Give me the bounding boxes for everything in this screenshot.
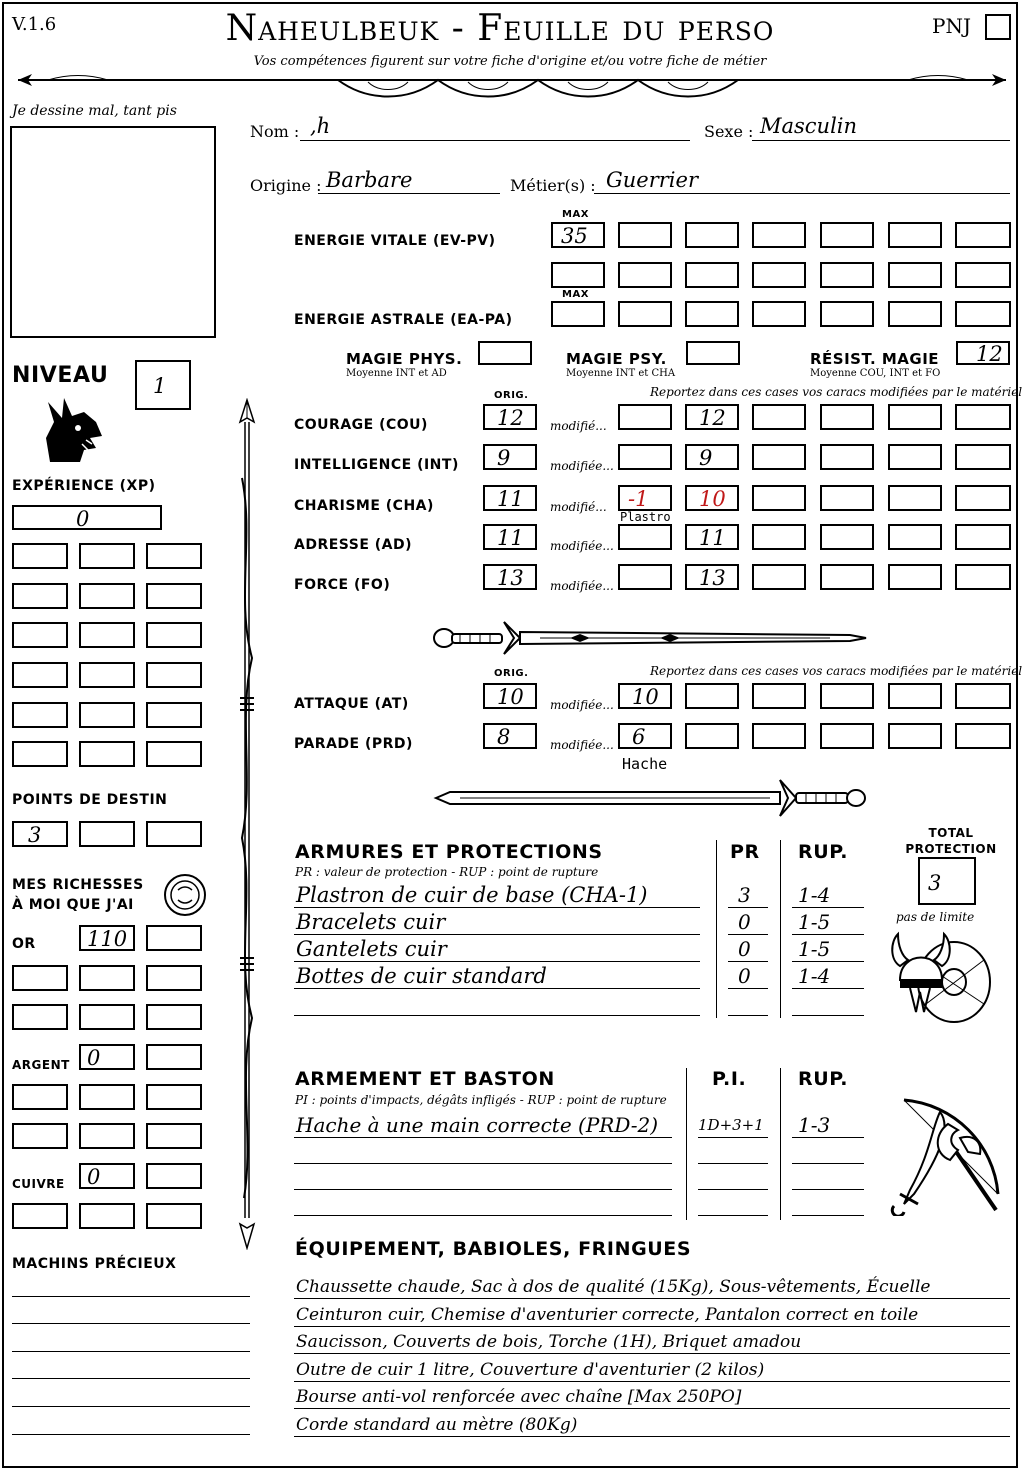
- stat-mod-value: -1: [628, 487, 649, 511]
- combat-orig-value: 10: [497, 685, 524, 709]
- stat-extra-box[interactable]: [752, 404, 806, 430]
- arme-rup-line[interactable]: [792, 1137, 864, 1138]
- combat-orig-box[interactable]: [483, 723, 537, 749]
- stat-extra-box[interactable]: [888, 524, 942, 550]
- version-label: V.1.6: [12, 14, 57, 35]
- equipement-item: Chaussette chaude, Sac à dos de qualité (15Kg), Sous-vêtements, Écuelle: [296, 1277, 931, 1297]
- or-value: 110: [87, 927, 128, 951]
- combat-note: Hache: [622, 755, 668, 773]
- destin-box[interactable]: [12, 821, 68, 847]
- armure-pr-line[interactable]: [728, 907, 768, 908]
- precieux-line[interactable]: [12, 1406, 250, 1407]
- precieux-line[interactable]: [12, 1378, 250, 1379]
- report-note-combat: Reportez dans ces cases vos caracs modifiées par le matériel: [650, 664, 1023, 678]
- xp-grid-box[interactable]: [146, 543, 202, 569]
- origine-field[interactable]: Barbare: [326, 168, 413, 192]
- arme-pi-line[interactable]: [698, 1163, 768, 1164]
- ev-box[interactable]: [752, 222, 806, 248]
- xp-value: 0: [76, 507, 90, 531]
- xp-grid-box[interactable]: [79, 622, 135, 648]
- cuivre-box[interactable]: [146, 1203, 202, 1229]
- stat-mod-box[interactable]: [618, 404, 672, 430]
- armure-rup-line[interactable]: [792, 961, 864, 962]
- armure-pr: 3: [738, 883, 751, 907]
- armure-name: Bracelets cuir: [296, 910, 446, 934]
- stat-mod-box[interactable]: [618, 444, 672, 470]
- stat-label-courage-cou: COURAGE (COU): [294, 417, 428, 433]
- dragon-head-icon: [40, 392, 106, 464]
- stat-label-intelligence-int: INTELLIGENCE (INT): [294, 457, 459, 473]
- ea-box[interactable]: [752, 301, 806, 327]
- magie-phys-note: Moyenne INT et AD: [346, 368, 447, 379]
- ev-box[interactable]: [820, 222, 874, 248]
- combat-extra-box[interactable]: [685, 723, 739, 749]
- combat-value-box[interactable]: [618, 683, 672, 709]
- armure-line[interactable]: [294, 961, 700, 962]
- or-box[interactable]: [79, 1004, 135, 1030]
- argent-box[interactable]: [12, 1084, 68, 1110]
- ea-box[interactable]: [820, 301, 874, 327]
- destin-label: POINTS DE DESTIN: [12, 792, 168, 808]
- combat-extra-box[interactable]: [955, 683, 1011, 709]
- precieux-label: MACHINS PRÉCIEUX: [12, 1256, 177, 1272]
- equipement-line[interactable]: [294, 1353, 1010, 1354]
- stat-mod-box[interactable]: [618, 524, 672, 550]
- equipement-item: Outre de cuir 1 litre, Couverture d'aventurier (2 kilos): [296, 1360, 765, 1380]
- armure-pr-line[interactable]: [728, 1015, 768, 1016]
- page-title: Naheulbeuk - Feuille du perso: [225, 8, 775, 49]
- xp-grid-box[interactable]: [146, 622, 202, 648]
- niveau-box[interactable]: [135, 360, 191, 410]
- magie-psy-box[interactable]: [686, 341, 740, 365]
- or-box[interactable]: [146, 1004, 202, 1030]
- xp-grid-box[interactable]: [146, 662, 202, 688]
- arme-line[interactable]: [294, 1215, 672, 1216]
- equipement-item: Ceinturon cuir, Chemise d'aventurier correcte, Pantalon correct en toile: [296, 1305, 919, 1325]
- ev-box[interactable]: [685, 222, 739, 248]
- ev-max-value: 35: [561, 224, 588, 248]
- nom-field[interactable]: ,h: [310, 114, 331, 138]
- ev-box[interactable]: [820, 262, 874, 288]
- combat-extra-box[interactable]: [752, 723, 806, 749]
- armement-title: ARMEMENT ET BASTON: [295, 1068, 555, 1090]
- ea-max-label: MAX: [562, 289, 589, 300]
- stat-extra-box[interactable]: [752, 524, 806, 550]
- argent-box[interactable]: [79, 1123, 135, 1149]
- stat-extra-box[interactable]: [955, 404, 1011, 430]
- magie-psy-note: Moyenne INT et CHA: [566, 368, 676, 379]
- xp-grid-box[interactable]: [146, 741, 202, 767]
- total-protection-value: 3: [928, 871, 942, 895]
- stat-orig-box[interactable]: [483, 404, 537, 430]
- equipement-line[interactable]: [294, 1326, 1010, 1327]
- stat-value-box[interactable]: [685, 485, 739, 511]
- combat-extra-box[interactable]: [685, 683, 739, 709]
- total-protection-box[interactable]: [918, 857, 976, 905]
- arme-rup: 1-3: [798, 1113, 831, 1137]
- ev-max-label: MAX: [562, 209, 589, 220]
- ev-label: ENERGIE VITALE (EV-PV): [294, 233, 496, 249]
- equipement-item: Bourse anti-vol renforcée avec chaîne [Max 250PO]: [296, 1387, 742, 1407]
- report-note: Reportez dans ces cases vos caracs modifiées par le matériel: [650, 385, 1023, 399]
- or-box[interactable]: [79, 965, 135, 991]
- equipement-item: Saucisson, Couverts de bois, Torche (1H), Briquet amadou: [296, 1332, 802, 1352]
- stat-value-box[interactable]: [685, 524, 739, 550]
- magie-phys-label: MAGIE PHYS.: [346, 350, 463, 368]
- combat-mod-label: modifiée...: [550, 698, 614, 712]
- armure-rup: 1-4: [798, 964, 831, 988]
- xp-grid-box[interactable]: [146, 583, 202, 609]
- stat-mod-box[interactable]: [618, 485, 672, 511]
- armure-pr-line[interactable]: [728, 961, 768, 962]
- ev-box[interactable]: [618, 262, 672, 288]
- cuivre-value: 0: [87, 1165, 101, 1189]
- or-box[interactable]: [12, 965, 68, 991]
- armure-rup: 1-5: [798, 937, 831, 961]
- combat-label: ATTAQUE (AT): [294, 696, 409, 712]
- armure-pr-line[interactable]: [728, 988, 768, 989]
- stat-value-box[interactable]: [685, 404, 739, 430]
- equipement-line[interactable]: [294, 1381, 1010, 1382]
- sexe-field[interactable]: Masculin: [760, 114, 858, 138]
- destin-box[interactable]: [79, 821, 135, 847]
- ea-box[interactable]: [685, 301, 739, 327]
- equipement-title: ÉQUIPEMENT, BABIOLES, FRINGUES: [295, 1238, 692, 1260]
- richesses-label: MES RICHESSES: [12, 877, 144, 893]
- stat-value-box[interactable]: [685, 444, 739, 470]
- armure-line[interactable]: [294, 934, 700, 935]
- xp-grid-box[interactable]: [12, 702, 68, 728]
- stat-orig-value: 13: [497, 566, 524, 590]
- combat-extra-box[interactable]: [888, 683, 942, 709]
- armure-rup-line[interactable]: [792, 907, 864, 908]
- combat-orig-value: 8: [497, 725, 511, 749]
- ea-max-box[interactable]: [551, 301, 605, 327]
- sword-icon: [430, 616, 870, 660]
- rup-header-armement: RUP.: [798, 1068, 849, 1090]
- armure-pr-line[interactable]: [728, 934, 768, 935]
- xp-grid-box[interactable]: [12, 622, 68, 648]
- armure-line[interactable]: [294, 907, 700, 908]
- stat-extra-box[interactable]: [955, 444, 1011, 470]
- xp-grid-box[interactable]: [12, 741, 68, 767]
- resist-magie-box[interactable]: [956, 341, 1010, 365]
- coin-icon: [162, 872, 208, 918]
- stat-orig-box[interactable]: [483, 524, 537, 550]
- stat-label-force-fo: FORCE (FO): [294, 577, 391, 593]
- ea-box[interactable]: [618, 301, 672, 327]
- armures-note: PR : valeur de protection - RUP : point de rupture: [295, 865, 599, 879]
- or-box[interactable]: [12, 1004, 68, 1030]
- arme-pi-line[interactable]: [698, 1137, 768, 1138]
- armures-title: ARMURES ET PROTECTIONS: [295, 841, 603, 863]
- argent-box[interactable]: [146, 1044, 202, 1070]
- stat-value-value: 11: [699, 526, 726, 550]
- cuivre-box[interactable]: [146, 1163, 202, 1189]
- stat-value-value: 10: [699, 487, 726, 511]
- stat-extra-box[interactable]: [820, 444, 874, 470]
- argent-value: 0: [87, 1046, 101, 1070]
- combat-orig-box[interactable]: [483, 683, 537, 709]
- stat-extra-box[interactable]: [752, 485, 806, 511]
- ev-box[interactable]: [888, 222, 942, 248]
- or-box[interactable]: [79, 925, 135, 951]
- xp-grid-box[interactable]: [12, 583, 68, 609]
- metier-field[interactable]: Guerrier: [606, 168, 698, 192]
- armure-pr: 0: [738, 910, 751, 934]
- stat-orig-box[interactable]: [483, 485, 537, 511]
- xp-grid-box[interactable]: [12, 662, 68, 688]
- armure-rup-line[interactable]: [792, 934, 864, 935]
- limit-note: pas de limite: [896, 910, 975, 924]
- argent-box[interactable]: [79, 1044, 135, 1070]
- viking-helmet-shield-icon: [886, 926, 998, 1026]
- stat-orig-value: 9: [497, 446, 511, 470]
- combat-extra-box[interactable]: [888, 723, 942, 749]
- nom-label: Nom :: [250, 122, 300, 141]
- combat-label: PARADE (PRD): [294, 736, 413, 752]
- arme-rup-line[interactable]: [792, 1215, 864, 1216]
- ev-max-box[interactable]: [551, 222, 605, 248]
- armure-rup-line[interactable]: [792, 1015, 864, 1016]
- arme-line[interactable]: [294, 1163, 672, 1164]
- stat-mod-box[interactable]: [618, 564, 672, 590]
- xp-grid-box[interactable]: [79, 543, 135, 569]
- ea-box[interactable]: [888, 301, 942, 327]
- armure-name: Plastron de cuir de base (CHA-1): [296, 883, 648, 907]
- or-label: OR: [12, 936, 36, 952]
- equipement-line[interactable]: [294, 1436, 1010, 1437]
- metier-label: Métier(s) :: [510, 176, 596, 195]
- resist-magie-note: Moyenne COU, INT et FO: [810, 368, 941, 379]
- resist-magie-value: 12: [976, 342, 1003, 366]
- stat-extra-box[interactable]: [752, 564, 806, 590]
- cuivre-box[interactable]: [79, 1203, 135, 1229]
- armure-rup: 1-5: [798, 910, 831, 934]
- ev-box[interactable]: [752, 262, 806, 288]
- xp-label: EXPÉRIENCE (XP): [12, 478, 156, 494]
- destin-box[interactable]: [146, 821, 202, 847]
- pnj-checkbox[interactable]: [985, 14, 1011, 40]
- precieux-line[interactable]: [12, 1296, 250, 1297]
- stat-orig-box[interactable]: [483, 564, 537, 590]
- xp-grid-box[interactable]: [79, 741, 135, 767]
- pnj-label: PNJ: [932, 14, 971, 38]
- equipement-item: Corde standard au mètre (80Kg): [296, 1415, 578, 1435]
- xp-grid-box[interactable]: [12, 543, 68, 569]
- combat-extra-box[interactable]: [752, 683, 806, 709]
- total-protection-label: TOTAL PROTECTION: [905, 826, 997, 857]
- combat-value-value: 6: [632, 725, 646, 749]
- armure-pr: 0: [738, 964, 751, 988]
- pi-header: P.I.: [712, 1068, 747, 1090]
- ev-box[interactable]: [685, 262, 739, 288]
- armure-rup-line[interactable]: [792, 988, 864, 989]
- arme-pi-line[interactable]: [698, 1215, 768, 1216]
- stat-label-adresse-ad: ADRESSE (AD): [294, 537, 413, 553]
- precieux-line[interactable]: [12, 1323, 250, 1324]
- armure-line[interactable]: [294, 988, 700, 989]
- armement-note: PI : points d'impacts, dégâts infligés - RUP : point de rupture: [295, 1093, 667, 1107]
- orig-header: ORIG.: [494, 390, 529, 401]
- armure-pr: 0: [738, 937, 751, 961]
- arme-line[interactable]: [294, 1137, 672, 1138]
- richesses-label-2: À MOI QUE J'AI: [12, 897, 134, 913]
- magie-psy-label: MAGIE PSY.: [566, 350, 667, 368]
- arme-pi-line[interactable]: [698, 1189, 768, 1190]
- stat-extra-box[interactable]: [955, 564, 1011, 590]
- or-box[interactable]: [146, 965, 202, 991]
- stat-orig-box[interactable]: [483, 444, 537, 470]
- origine-label: Origine :: [250, 176, 322, 195]
- stat-extra-box[interactable]: [955, 524, 1011, 550]
- sword-icon: [430, 776, 870, 820]
- rup-header: RUP.: [798, 841, 849, 863]
- argent-box[interactable]: [79, 1084, 135, 1110]
- xp-grid-box[interactable]: [79, 662, 135, 688]
- stat-mod-label: modifiée...: [550, 459, 614, 473]
- portrait-box[interactable]: [10, 126, 216, 338]
- resist-magie-label: RÉSIST. MAGIE: [810, 350, 940, 368]
- stat-extra-box[interactable]: [955, 485, 1011, 511]
- stat-extra-box[interactable]: [888, 564, 942, 590]
- precieux-line[interactable]: [12, 1351, 250, 1352]
- portrait-caption: Je dessine mal, tant pis: [12, 103, 177, 119]
- stat-orig-value: 12: [497, 406, 524, 430]
- ea-box[interactable]: [955, 301, 1011, 327]
- combat-extra-box[interactable]: [820, 683, 874, 709]
- vine-ornament-icon: [8, 68, 1016, 104]
- cuivre-box[interactable]: [79, 1163, 135, 1189]
- armure-name: Bottes de cuir standard: [296, 964, 547, 988]
- stat-orig-value: 11: [497, 526, 524, 550]
- argent-box[interactable]: [146, 1084, 202, 1110]
- stat-mod-label: modifié...: [550, 500, 607, 514]
- combat-mod-label: modifiée...: [550, 738, 614, 752]
- xp-grid-box[interactable]: [79, 583, 135, 609]
- precieux-line[interactable]: [12, 1434, 250, 1435]
- stat-value-value: 9: [699, 446, 713, 470]
- or-box[interactable]: [146, 925, 202, 951]
- arme-rup-line[interactable]: [792, 1189, 864, 1190]
- arme-line[interactable]: [294, 1189, 672, 1190]
- combat-value-value: 10: [632, 685, 659, 709]
- xp-box[interactable]: [12, 505, 162, 530]
- armure-line[interactable]: [294, 1015, 700, 1016]
- niveau-label: NIVEAU: [12, 363, 109, 388]
- equipement-line[interactable]: [294, 1408, 1010, 1409]
- magie-phys-box[interactable]: [478, 341, 532, 365]
- xp-grid-box[interactable]: [79, 702, 135, 728]
- niveau-value: 1: [153, 374, 167, 398]
- stat-value-value: 13: [699, 566, 726, 590]
- argent-box[interactable]: [146, 1123, 202, 1149]
- stat-extra-box[interactable]: [888, 404, 942, 430]
- stat-orig-value: 11: [497, 487, 524, 511]
- stat-mod-label: modifiée...: [550, 539, 614, 553]
- ev-box[interactable]: [888, 262, 942, 288]
- stat-value-value: 12: [699, 406, 726, 430]
- cuivre-label: CUIVRE: [12, 1177, 65, 1191]
- ev-box[interactable]: [955, 262, 1011, 288]
- argent-box[interactable]: [12, 1123, 68, 1149]
- stat-mod-label: modifié...: [550, 419, 607, 433]
- ev-box[interactable]: [955, 222, 1011, 248]
- stat-label-charisme-cha: CHARISME (CHA): [294, 498, 434, 514]
- xp-grid-box[interactable]: [146, 702, 202, 728]
- stat-extra-box[interactable]: [820, 485, 874, 511]
- stat-value-box[interactable]: [685, 564, 739, 590]
- armure-rup: 1-4: [798, 883, 831, 907]
- orig-header-combat: ORIG.: [494, 668, 529, 679]
- combat-extra-box[interactable]: [820, 723, 874, 749]
- stat-extra-box[interactable]: [820, 404, 874, 430]
- ev-box[interactable]: [618, 222, 672, 248]
- arme-name: Hache à une main correcte (PRD-2): [296, 1113, 659, 1137]
- stat-extra-box[interactable]: [820, 524, 874, 550]
- stat-extra-box[interactable]: [752, 444, 806, 470]
- sexe-label: Sexe :: [704, 122, 754, 141]
- crossed-weapons-icon: [884, 1094, 1006, 1216]
- stat-extra-box[interactable]: [888, 485, 942, 511]
- armure-name: Gantelets cuir: [296, 937, 447, 961]
- stat-extra-box[interactable]: [888, 444, 942, 470]
- spear-icon: [230, 398, 264, 1250]
- combat-value-box[interactable]: [618, 723, 672, 749]
- stat-note: Plastro: [620, 510, 671, 524]
- stat-extra-box[interactable]: [820, 564, 874, 590]
- combat-extra-box[interactable]: [955, 723, 1011, 749]
- pr-header: PR: [730, 841, 760, 863]
- argent-label: ARGENT: [12, 1058, 70, 1072]
- equipement-line[interactable]: [294, 1298, 1010, 1299]
- stat-mod-label: modifiée...: [550, 579, 614, 593]
- arme-pi: 1D+3+1: [698, 1116, 764, 1134]
- cuivre-box[interactable]: [12, 1203, 68, 1229]
- destin-value: 3: [28, 823, 42, 847]
- ea-label: ENERGIE ASTRALE (EA-PA): [294, 312, 513, 328]
- ev-box[interactable]: [551, 262, 605, 288]
- page-subtitle: Vos compétences figurent sur votre fiche d'origine et/ou votre fiche de métier: [253, 54, 767, 69]
- arme-rup-line[interactable]: [792, 1163, 864, 1164]
